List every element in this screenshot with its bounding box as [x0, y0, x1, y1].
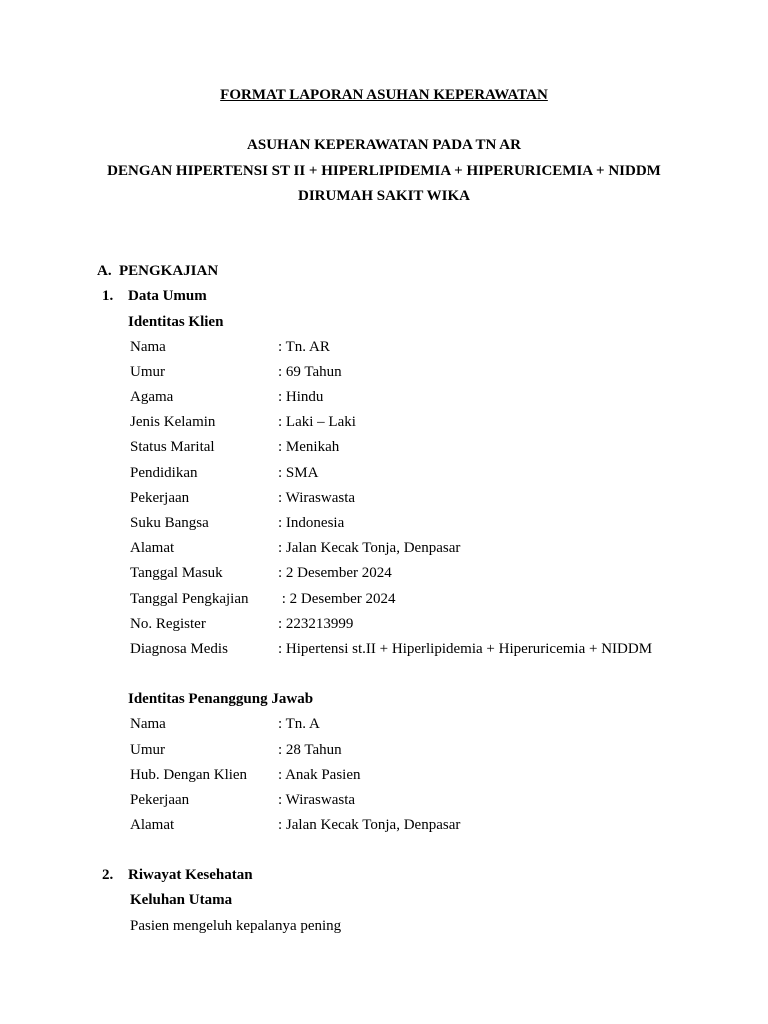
field-value: : 2 Desember 2024 — [278, 565, 392, 581]
field-value: : Tn. AR — [278, 339, 330, 355]
field-value: : Laki – Laki — [278, 414, 356, 430]
field-value: : SMA — [278, 465, 319, 481]
riwayat-kesehatan-number: 2. — [102, 867, 114, 883]
field-value: : Hipertensi st.II + Hiperlipidemia + Hiperuricemia + NIDDM — [278, 641, 653, 657]
field-label: Pekerjaan — [130, 490, 190, 506]
data-umum-number: 1. — [102, 288, 114, 304]
report-title-line2: DENGAN HIPERTENSI ST II + HIPERLIPIDEMIA + HIPERURICEMIA + NIDDM — [107, 163, 661, 179]
field-value: : Wiraswasta — [278, 792, 356, 808]
field-value: : 223213999 — [278, 616, 354, 632]
field-value: : Tn. A — [278, 716, 320, 732]
riwayat-kesehatan-title: Riwayat Kesehatan — [128, 867, 253, 883]
field-value: : Anak Pasien — [278, 767, 361, 783]
field-value: : 28 Tahun — [278, 742, 342, 758]
field-label: Tanggal Masuk — [130, 565, 223, 581]
field-label: Umur — [130, 742, 165, 758]
field-label: Hub. Dengan Klien — [130, 767, 248, 783]
field-label: Pekerjaan — [130, 792, 190, 808]
section-a-marker: A. — [97, 263, 112, 279]
report-title-line1: ASUHAN KEPERAWATAN PADA TN AR — [247, 137, 521, 153]
field-label: Alamat — [130, 817, 175, 833]
field-value: : Hindu — [278, 389, 324, 405]
format-title: FORMAT LAPORAN ASUHAN KEPERAWATAN — [220, 87, 548, 103]
field-value: : 2 Desember 2024 — [278, 591, 396, 607]
field-label: Jenis Kelamin — [130, 414, 216, 430]
field-label: Umur — [130, 364, 165, 380]
keluhan-utama-title: Keluhan Utama — [130, 892, 233, 908]
identitas-klien-title: Identitas Klien — [128, 314, 224, 330]
field-value: : Jalan Kecak Tonja, Denpasar — [278, 817, 461, 833]
field-value: : Menikah — [278, 439, 340, 455]
identitas-penanggung-jawab-title: Identitas Penanggung Jawab — [128, 691, 314, 707]
field-label: No. Register — [130, 616, 206, 632]
field-label: Nama — [130, 716, 166, 732]
field-label: Suku Bangsa — [130, 515, 209, 531]
keluhan-utama-text: Pasien mengeluh kepalanya pening — [130, 918, 342, 934]
field-value: : Jalan Kecak Tonja, Denpasar — [278, 540, 461, 556]
field-label: Pendidikan — [130, 465, 198, 481]
field-label: Agama — [130, 389, 174, 405]
field-label: Tanggal Pengkajian — [130, 591, 249, 607]
field-value: : Indonesia — [278, 515, 345, 531]
field-value: : Wiraswasta — [278, 490, 356, 506]
field-label: Nama — [130, 339, 166, 355]
field-label: Diagnosa Medis — [130, 641, 228, 657]
field-value: : 69 Tahun — [278, 364, 342, 380]
report-title-line3: DIRUMAH SAKIT WIKA — [298, 188, 470, 204]
section-a-title: PENGKAJIAN — [119, 263, 219, 279]
field-label: Status Marital — [130, 439, 215, 455]
field-label: Alamat — [130, 540, 175, 556]
data-umum-title: Data Umum — [128, 288, 207, 304]
